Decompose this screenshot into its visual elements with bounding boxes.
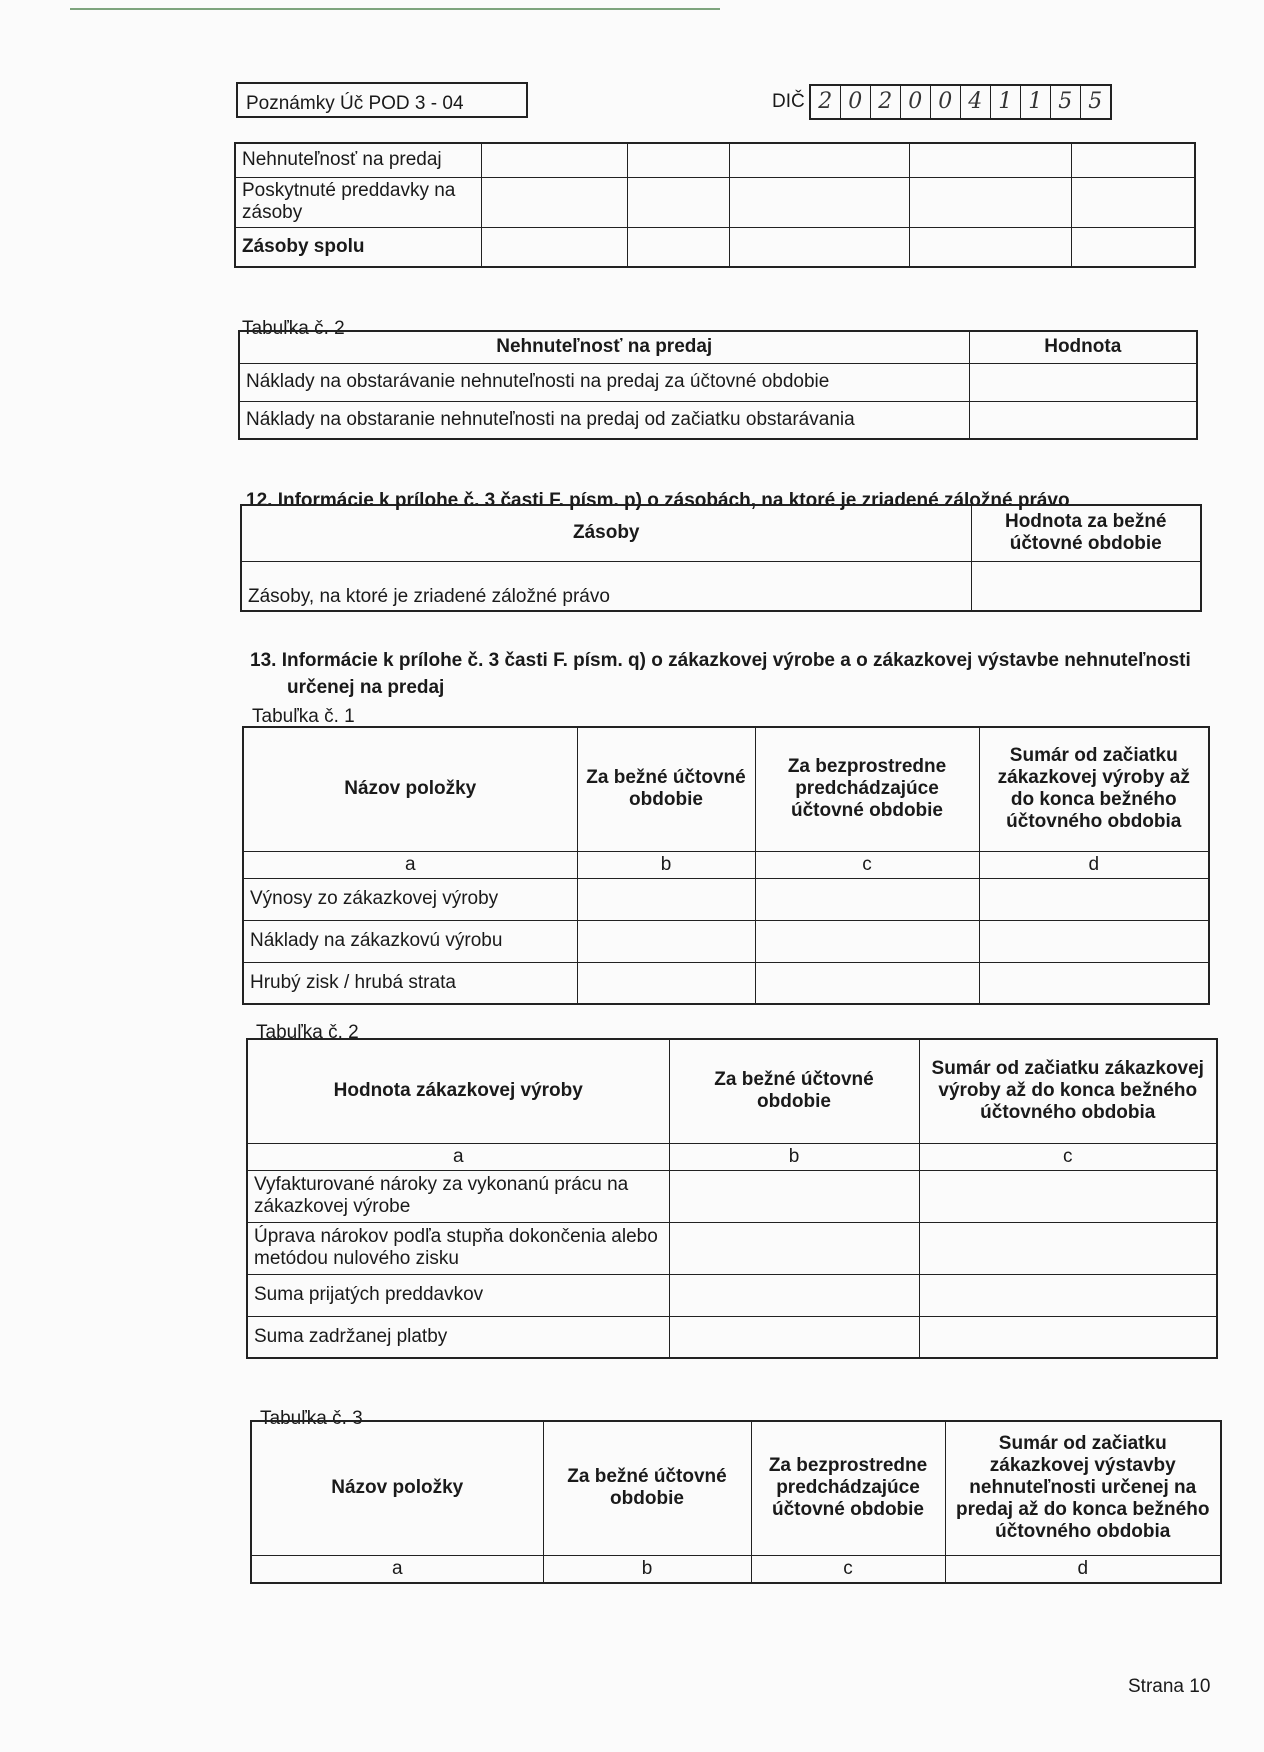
zakazkova-vyroba-table-2 xyxy=(246,1038,1218,1359)
column-header: Nehnuteľnosť na predaj xyxy=(239,331,969,363)
value-cell[interactable] xyxy=(971,561,1201,611)
value-cell[interactable] xyxy=(969,363,1197,401)
column-header: Za bezprostredne predchádzajúce účtovné obdobie xyxy=(751,1421,945,1555)
column-letter: d xyxy=(945,1555,1221,1583)
column-header: Za bežné účtovné obdobie xyxy=(543,1421,751,1555)
value-cell[interactable] xyxy=(1071,227,1195,267)
value-cell[interactable] xyxy=(909,143,1071,177)
value-cell[interactable] xyxy=(481,227,627,267)
column-letter: c xyxy=(919,1143,1217,1170)
section-13-title: 13. Informácie k prílohe č. 3 časti F. písm. q) o zákazkovej výrobe a o zákazkovej výstavbe nehnuteľnosti xyxy=(250,650,1191,671)
column-header: Sumár od začiatku zákazkovej výroby až do konca bežného účtovného obdobia xyxy=(919,1039,1217,1143)
dic-digit: 1 xyxy=(1021,86,1051,118)
row-label: Zásoby spolu xyxy=(235,227,481,267)
column-letter: c xyxy=(755,851,979,878)
zakazkova-vyroba-table-1 xyxy=(242,726,1210,1005)
table-row xyxy=(235,143,1195,177)
column-letter: b xyxy=(543,1555,751,1583)
table-row xyxy=(239,363,1197,401)
nehnutelnost-table xyxy=(238,330,1198,440)
value-cell[interactable] xyxy=(909,177,1071,227)
column-header: Sumár od začiatku zákazkovej výroby až do konca bežného účtovného obdobia xyxy=(979,727,1209,851)
section-13-title-cont: určenej na predaj xyxy=(287,677,445,698)
dic-digit: 4 xyxy=(961,86,991,118)
row-label: Nehnuteľnosť na predaj xyxy=(235,143,481,177)
dic-digit-boxes xyxy=(809,84,1112,120)
table-row xyxy=(243,727,1209,851)
dic-digit: 2 xyxy=(871,86,901,118)
dic-digit: 2 xyxy=(811,86,841,118)
value-cell[interactable] xyxy=(669,1222,919,1274)
value-cell[interactable] xyxy=(627,143,729,177)
row-label: Náklady na obstarávanie nehnuteľnosti na predaj za účtovné obdobie xyxy=(239,363,969,401)
value-cell[interactable] xyxy=(627,227,729,267)
table-caption: Tabuľka č. 1 xyxy=(252,706,355,727)
row-label: Hrubý zisk / hrubá strata xyxy=(243,962,577,1004)
row-label: Náklady na obstaranie nehnuteľnosti na predaj od začiatku obstarávania xyxy=(239,401,969,439)
table-row xyxy=(243,878,1209,920)
table-caption: Tabuľka č. 2 xyxy=(242,318,345,339)
column-header: Sumár od začiatku zákazkovej výstavby nehnuteľnosti určenej na predaj až do konca bežného účtovného obdobia xyxy=(945,1421,1221,1555)
dic-digit: 0 xyxy=(841,86,871,118)
table-caption: Tabuľka č. 3 xyxy=(260,1408,363,1429)
zalozne-pravo-table xyxy=(240,504,1202,612)
value-cell[interactable] xyxy=(577,878,755,920)
value-cell[interactable] xyxy=(919,1170,1217,1222)
value-cell[interactable] xyxy=(1071,143,1195,177)
row-label: Náklady na zákazkovú výrobu xyxy=(243,920,577,962)
column-letter: d xyxy=(979,851,1209,878)
value-cell[interactable] xyxy=(969,401,1197,439)
table-row xyxy=(251,1421,1221,1555)
dic-digit: 0 xyxy=(931,86,961,118)
zasoby-table xyxy=(234,142,1196,268)
dic-field xyxy=(772,84,1112,120)
value-cell[interactable] xyxy=(669,1316,919,1358)
table-row xyxy=(243,962,1209,1004)
dic-digit: 5 xyxy=(1051,86,1081,118)
value-cell[interactable] xyxy=(481,143,627,177)
form-label: Poznámky Úč POD 3 - 04 xyxy=(236,82,528,118)
value-cell[interactable] xyxy=(729,227,909,267)
table-caption: Tabuľka č. 2 xyxy=(256,1022,359,1043)
scan-top-line xyxy=(70,8,720,10)
table-row xyxy=(235,177,1195,227)
table-row xyxy=(247,1274,1217,1316)
table-row xyxy=(241,561,1201,611)
column-header: Hodnota zákazkovej výroby xyxy=(247,1039,669,1143)
value-cell[interactable] xyxy=(577,962,755,1004)
dic-digit: 0 xyxy=(901,86,931,118)
table-row xyxy=(247,1039,1217,1143)
value-cell[interactable] xyxy=(627,177,729,227)
column-header: Za bežné účtovné obdobie xyxy=(669,1039,919,1143)
dic-digit: 1 xyxy=(991,86,1021,118)
value-cell[interactable] xyxy=(919,1222,1217,1274)
row-label: Suma prijatých preddavkov xyxy=(247,1274,669,1316)
table-row xyxy=(251,1555,1221,1583)
column-letter: a xyxy=(243,851,577,878)
row-label: Výnosy zo zákazkovej výroby xyxy=(243,878,577,920)
table-row xyxy=(239,331,1197,363)
table-row xyxy=(247,1143,1217,1170)
column-letter: b xyxy=(577,851,755,878)
dic-label: DIČ xyxy=(772,91,805,112)
table-row xyxy=(247,1316,1217,1358)
table-row xyxy=(235,227,1195,267)
value-cell[interactable] xyxy=(729,143,909,177)
row-label: Poskytnuté preddavky na zásoby xyxy=(235,177,481,227)
column-letter: a xyxy=(251,1555,543,1583)
value-cell[interactable] xyxy=(729,177,909,227)
column-header: Za bezprostredne predchádzajúce účtovné obdobie xyxy=(755,727,979,851)
section-12-title: 12. Informácie k prílohe č. 3 časti F. písm. p) o zásobách, na ktoré je zriadené záložné právo xyxy=(246,490,1070,511)
column-header: Zásoby xyxy=(241,505,971,561)
table-row xyxy=(247,1170,1217,1222)
row-label: Úprava nárokov podľa stupňa dokončenia alebo metódou nulového zisku xyxy=(247,1222,669,1274)
value-cell[interactable] xyxy=(481,177,627,227)
value-cell[interactable] xyxy=(979,962,1209,1004)
column-letter: b xyxy=(669,1143,919,1170)
row-label: Vyfakturované nároky za vykonanú prácu na zákazkovej výrobe xyxy=(247,1170,669,1222)
value-cell[interactable] xyxy=(577,920,755,962)
value-cell[interactable] xyxy=(919,1274,1217,1316)
value-cell[interactable] xyxy=(669,1170,919,1222)
value-cell[interactable] xyxy=(979,878,1209,920)
value-cell[interactable] xyxy=(755,962,979,1004)
zakazkova-vystavba-table-3 xyxy=(250,1420,1222,1584)
column-letter: a xyxy=(247,1143,669,1170)
column-header: Hodnota za bežné účtovné obdobie xyxy=(971,505,1201,561)
table-row xyxy=(241,505,1201,561)
table-row xyxy=(243,920,1209,962)
row-label: Zásoby, na ktoré je zriadené záložné právo xyxy=(241,561,971,611)
column-header: Názov položky xyxy=(251,1421,543,1555)
value-cell[interactable] xyxy=(669,1274,919,1316)
value-cell[interactable] xyxy=(755,920,979,962)
table-row xyxy=(247,1222,1217,1274)
row-label: Suma zadržanej platby xyxy=(247,1316,669,1358)
page-number: Strana 10 xyxy=(1128,1676,1211,1697)
value-cell[interactable] xyxy=(909,227,1071,267)
value-cell[interactable] xyxy=(755,878,979,920)
column-header: Za bežné účtovné obdobie xyxy=(577,727,755,851)
column-header: Hodnota xyxy=(969,331,1197,363)
dic-digit: 5 xyxy=(1088,89,1103,114)
column-letter: c xyxy=(751,1555,945,1583)
value-cell[interactable] xyxy=(979,920,1209,962)
value-cell[interactable] xyxy=(919,1316,1217,1358)
column-header: Názov položky xyxy=(243,727,577,851)
table-row xyxy=(239,401,1197,439)
table-row xyxy=(243,851,1209,878)
value-cell[interactable] xyxy=(1071,177,1195,227)
